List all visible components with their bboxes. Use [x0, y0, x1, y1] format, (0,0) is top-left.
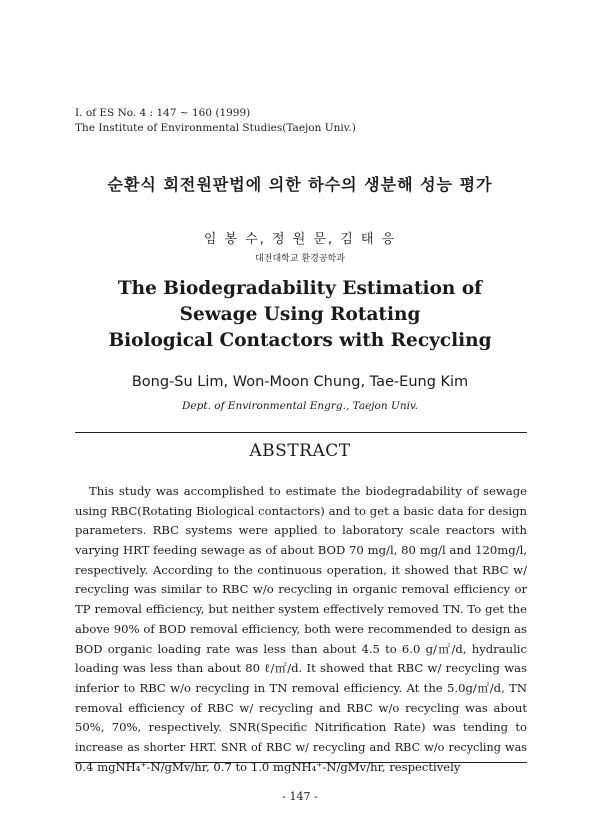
bottom-divider	[75, 762, 527, 763]
abstract-line: This study was accomplished to estimate the biodegradability of sewage	[89, 484, 527, 498]
abstract-line: loading was less than about 80 ℓ/㎡/d. It showed that RBC w/ recycling was	[75, 661, 527, 676]
abstract-line: 0.4 mgNH₄⁺-N/gMv/hr, 0.7 to 1.0 mgNH₄⁺-N/gMv/hr, respectively	[75, 759, 461, 774]
abstract-heading: ABSTRACT	[249, 441, 351, 461]
top-divider	[75, 432, 527, 433]
english-title-line: The Biodegradability Estimation of	[117, 278, 483, 299]
journal-institute: The Institute of Environmental Studies(Taejon Univ.)	[75, 122, 356, 134]
abstract-line: TP removal efficiency, but neither system effectively removed TN. To get the	[75, 602, 527, 617]
korean-title: 순환식 회전원판법에 의한 하수의 생분해 성능 평가	[107, 175, 493, 194]
english-title	[0, 276, 600, 354]
journal-citation: I. of ES No. 4 : 147 ~ 160 (1999)	[75, 107, 251, 119]
abstract-line: 50%, 70%, respectively. SNR(Specific Nitrification Rate) was tending to	[75, 720, 527, 735]
page-number: - 147 -	[282, 790, 318, 803]
english-authors: Bong-Su Lim, Won-Moon Chung, Tae-Eung Kim	[131, 374, 469, 390]
english-title-line: Sewage Using Rotating	[179, 304, 421, 325]
english-title-line: Biological Contactors with Recycling	[108, 330, 492, 351]
abstract-line: inferior to RBC w/o recycling in TN removal efficiency. At the 5.0g/㎡/d, TN	[75, 680, 527, 695]
abstract-line: using RBC(Rotating Biological contactors) and to get a basic data for design	[75, 503, 527, 518]
abstract-line: above 90% of BOD removal efficiency, both were recommended to design as	[75, 621, 527, 636]
abstract-body	[75, 482, 527, 777]
abstract-line: BOD organic loading rate was less than about 4.5 to 6.0 g/㎡/d, hydraulic	[75, 641, 527, 656]
english-affiliation: Dept. of Environmental Engrg., Taejon Univ.	[182, 400, 418, 412]
abstract-line: removal efficiency of RBC w/ recycling and RBC w/o recycling was about	[75, 700, 527, 715]
abstract-line: recycling was similar to RBC w/o recycling in organic removal efficiency or	[75, 582, 527, 597]
abstract-line: varying HRT feeding sewage as of about BOD 70 mg/l, 80 mg/l and 120mg/l,	[75, 543, 527, 558]
abstract-line: increase as shorter HRT. SNR of RBC w/ recycling and RBC w/o recycling was	[75, 740, 527, 754]
abstract-line: respectively. According to the continuous operation, it showed that RBC w/	[75, 562, 527, 577]
korean-affiliation: 대전대학교 환경공학과	[255, 254, 345, 264]
abstract-line: parameters. RBC systems were applied to laboratory scale reactors with	[75, 523, 527, 538]
journal-header	[75, 106, 356, 136]
korean-authors: 임 봉 수, 정 원 문, 김 태 응	[203, 232, 397, 247]
